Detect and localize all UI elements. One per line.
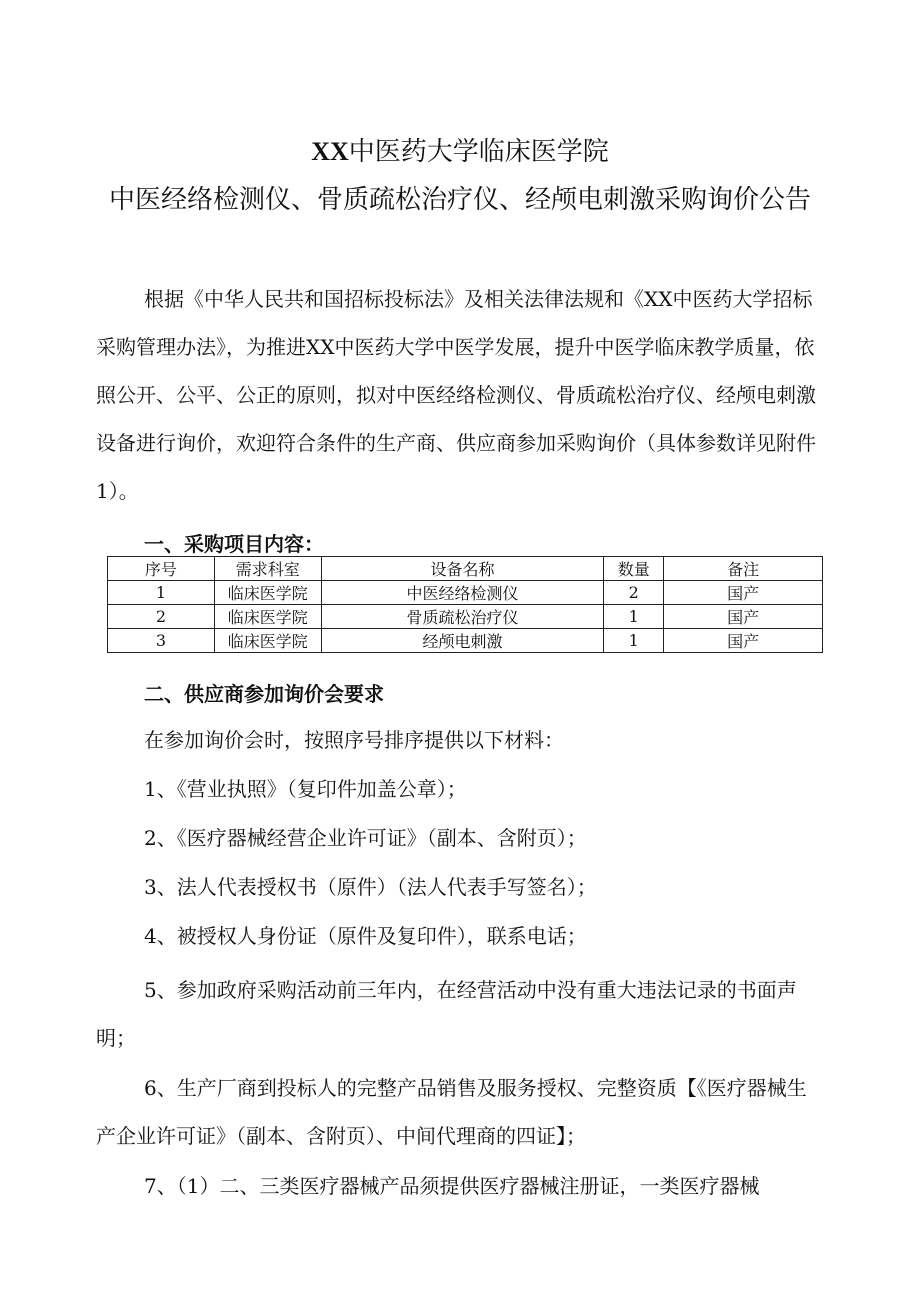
section2-heading: 二、供应商参加询价会要求 xyxy=(144,682,384,706)
table-cell: 2 xyxy=(108,605,215,629)
table-row xyxy=(108,605,823,629)
table-cell: 国产 xyxy=(664,629,823,653)
col-header: 设备名称 xyxy=(321,557,604,581)
table-header-row xyxy=(108,557,823,581)
intro-paragraph: 根据《中华人民共和国招标投标法》及相关法律法规和《XX中医药大学招标采购管理办法》，为推进XX中医药大学中医学发展，提升中医学临床教学质量，依照公开、公平、公正的原则，拟对中医经络检测仪、骨质疏松治疗仪、经颅电刺激设备进行询价，欢迎符合条件的生产商、供应商参加采购询价（具体参数详见附件1）。 xyxy=(96,287,816,503)
procurement-table xyxy=(107,556,823,653)
document-subtitle: 中医经络检测仪、骨质疏松治疗仪、经颅电刺激采购询价公告 xyxy=(108,185,811,215)
table-cell: 2 xyxy=(604,581,664,605)
col-header: 序号 xyxy=(108,557,215,581)
table-cell: 经颅电刺激 xyxy=(321,629,604,653)
title-prefix: XX xyxy=(311,137,349,166)
list-item: 6、生产厂商到投标人的完整产品销售及服务授权、完整资质【《医疗器械生产企业许可证》（副本、含附页）、中间代理商的四证】； xyxy=(96,1076,807,1148)
table-cell: 国产 xyxy=(664,581,823,605)
list-item: 1、《营业执照》（复印件加盖公章）； xyxy=(144,777,467,801)
table-row xyxy=(108,629,823,653)
list-item: 5、参加政府采购活动前三年内，在经营活动中没有重大违法记录的书面声明； xyxy=(96,978,797,1050)
col-header: 需求科室 xyxy=(214,557,321,581)
table-cell: 骨质疏松治疗仪 xyxy=(321,605,604,629)
table-cell: 3 xyxy=(108,629,215,653)
table-cell: 临床医学院 xyxy=(214,581,321,605)
list-item: 3、法人代表授权书（原件）（法人代表手写签名）； xyxy=(144,875,597,899)
table-cell: 中医经络检测仪 xyxy=(321,581,604,605)
col-header: 数量 xyxy=(604,557,664,581)
table-cell: 1 xyxy=(604,605,664,629)
title-rest: 中医药大学临床医学院 xyxy=(348,137,609,167)
table-cell: 1 xyxy=(108,581,215,605)
list-item: 2、《医疗器械经营企业许可证》（副本、含附页）； xyxy=(144,826,587,850)
section1-heading: 一、采购项目内容： xyxy=(144,532,324,556)
table-cell: 临床医学院 xyxy=(214,629,321,653)
table-cell: 国产 xyxy=(664,605,823,629)
section2-lead: 在参加询价会时，按照序号排序提供以下材料： xyxy=(144,728,564,752)
table-cell: 1 xyxy=(604,629,664,653)
document-title xyxy=(0,132,920,172)
list-item: 7、（1）二、三类医疗器械产品须提供医疗器械注册证，一类医疗器械 xyxy=(144,1174,760,1198)
list-item: 4、被授权人身份证（原件及复印件），联系电话； xyxy=(144,924,587,948)
col-header: 备注 xyxy=(664,557,823,581)
table-cell: 临床医学院 xyxy=(214,605,321,629)
table-row xyxy=(108,581,823,605)
